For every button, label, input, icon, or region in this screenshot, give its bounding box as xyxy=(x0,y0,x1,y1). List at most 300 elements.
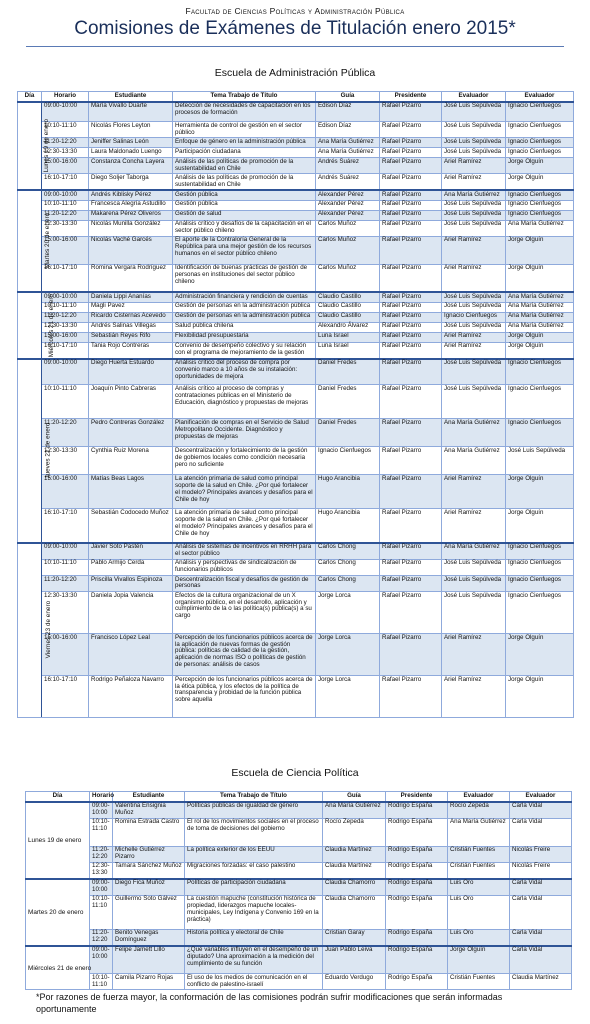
president-cell: Rodrigo España xyxy=(386,846,448,862)
table-row xyxy=(18,342,574,359)
evaluator-cell: Luis Oro xyxy=(448,879,510,896)
evaluator-cell: José Luis Sepúlveda xyxy=(442,138,506,148)
faculty-header: Facultad de Ciencias Políticas y Administración Pública xyxy=(185,6,405,16)
guide-cell: Carlos Chong xyxy=(316,559,380,575)
thesis-topic-cell: Herramienta de control de gestión en el sector público xyxy=(173,122,316,138)
guide-cell: Jorge Lorca xyxy=(316,634,380,676)
evaluator-cell: Cristián Fuentes xyxy=(448,862,510,879)
student-cell: Francisco López Leal xyxy=(89,634,173,676)
president-cell: Rafael Pizarro xyxy=(380,543,442,560)
evaluator-cell: José Luis Sepúlveda xyxy=(442,322,506,332)
time-cell: 16:10-17:10 xyxy=(42,342,89,359)
student-cell: Nicolás Flores Leyton xyxy=(89,122,173,138)
evaluator-cell: Jorge Olguín xyxy=(506,236,574,264)
student-cell: Daniela Lippi Ananías xyxy=(89,292,173,302)
time-cell: 10:10-11:10 xyxy=(42,200,89,210)
student-cell: Tania Rojo Contreras xyxy=(89,342,173,359)
thesis-topic-cell: Gestión pública xyxy=(173,190,316,200)
table-row xyxy=(26,929,572,946)
thesis-topic-cell: Identificación de buenas prácticas de gestión de personas en instituciones del sector público chileno xyxy=(173,264,316,292)
student-cell: Romina Vergara Rodríguez xyxy=(89,264,173,292)
thesis-topic-cell: Políticas de participación ciudadana xyxy=(185,879,323,896)
guide-cell: Cristian Garay xyxy=(323,929,386,946)
evaluator-cell: Ana María Gutiérrez xyxy=(442,543,506,560)
president-cell: Rafael Pizarro xyxy=(380,158,442,174)
evaluator-cell: Ignacio Cienfuegos xyxy=(506,359,574,385)
column-header: Tema Trabajo de Título xyxy=(173,92,316,102)
day-label: Miércoles 21 de enero xyxy=(48,293,56,357)
evaluator-cell: Ariel Ramírez xyxy=(442,174,506,191)
student-cell: María Vivallo Duarte xyxy=(89,102,173,122)
guide-cell: Hugo Arancibia xyxy=(316,509,380,543)
time-cell: 09:00-10:00 xyxy=(42,190,89,200)
president-cell: Rafael Pizarro xyxy=(380,122,442,138)
time-cell: 11:20-12:20 xyxy=(42,138,89,148)
student-cell: Andrés Salinas Villegas xyxy=(89,322,173,332)
time-cell: 10:10-11:10 xyxy=(90,818,113,846)
table-row xyxy=(18,102,574,122)
president-cell: Rafael Pizarro xyxy=(380,475,442,509)
evaluator-cell: Nicolás Freire xyxy=(510,862,572,879)
evaluator-cell: Ana María Gutiérrez xyxy=(442,447,506,475)
guide-cell: Claudio Castillo xyxy=(316,312,380,322)
evaluator-cell: Ana María Gutiérrez xyxy=(506,220,574,236)
evaluator-cell: Ignacio Cienfuegos xyxy=(506,575,574,591)
evaluator-cell: Jorge Olguín xyxy=(506,264,574,292)
student-cell: Francesca Alegría Astudillo xyxy=(89,200,173,210)
column-header: Evaluador xyxy=(442,92,506,102)
thesis-topic-cell: El uso de los medios de comunicación en el conflicto de palestino-israelí xyxy=(185,974,323,990)
student-cell: Constanza Concha Layera xyxy=(89,158,173,174)
time-cell: 10:10-11:10 xyxy=(90,974,113,990)
guide-cell: Daniel Fredes xyxy=(316,359,380,385)
thesis-topic-cell: La atención primaria de salud como principal soporte de la salud en Chile. ¿Por qué fortalecer el modelo? Principales avances y desafíos para el Chile de hoy xyxy=(173,475,316,509)
student-cell: Romina Estrada Castro xyxy=(113,818,185,846)
evaluator-cell: Ana María Gutiérrez xyxy=(442,190,506,200)
time-cell: 09:00-10:00 xyxy=(42,292,89,302)
day-cell xyxy=(18,102,51,191)
column-header: Presidente xyxy=(380,92,442,102)
time-cell: 12:30-13:30 xyxy=(42,322,89,332)
evaluator-cell: Ignacio Cienfuegos xyxy=(506,210,574,220)
evaluator-cell: Carla Vidal xyxy=(510,946,572,974)
table-header-row xyxy=(18,92,574,102)
time-cell: 12:30-13:30 xyxy=(42,592,89,634)
table-row xyxy=(18,174,574,191)
evaluator-cell: Carla Vidal xyxy=(510,895,572,929)
guide-cell: Eduardo Verdugo xyxy=(323,974,386,990)
table-row xyxy=(18,264,574,292)
guide-cell: Claudia Chamorro xyxy=(323,879,386,896)
table-row xyxy=(26,818,572,846)
student-cell: Felipe Jamett Lillo xyxy=(113,946,185,974)
thesis-topic-cell: Participación ciudadana xyxy=(173,148,316,158)
evaluator-cell: Cristián Fuentes xyxy=(448,974,510,990)
day-cell xyxy=(18,359,52,543)
time-cell: 09:00-10:00 xyxy=(90,802,113,819)
guide-cell: Ana María Gutiérrez xyxy=(316,148,380,158)
evaluator-cell: José Luis Sepúlveda xyxy=(442,210,506,220)
time-cell: 10:10-11:10 xyxy=(42,302,89,312)
student-cell: Pedro Contreras González xyxy=(89,419,173,447)
president-cell: Rodrigo España xyxy=(386,818,448,846)
table-header-row xyxy=(26,792,572,802)
table-row xyxy=(18,543,574,560)
evaluator-cell: José Luis Sepúlveda xyxy=(442,575,506,591)
time-cell: 12:30-13:30 xyxy=(90,862,113,879)
guide-cell: Luna Israel xyxy=(316,342,380,359)
time-cell: 12:30-13:30 xyxy=(42,220,89,236)
page-title: Comisiones de Exámenes de Titulación enero 2015* xyxy=(74,18,516,39)
footnote: *Por razones de fuerza mayor, la conformación de las comisiones podrán sufrir modificaciones que serán informadas oportunamente xyxy=(36,992,503,1014)
thesis-topic-cell: Detección de necesidades de capacitación en los procesos de formación xyxy=(173,102,316,122)
day-cell xyxy=(26,879,90,946)
guide-cell: Carlos Muñoz xyxy=(316,236,380,264)
evaluator-cell: Luis Oro xyxy=(448,929,510,946)
column-header: Estudiante xyxy=(113,792,185,802)
student-cell: Rodrigo Peñaloza Navarro xyxy=(89,676,173,718)
guide-cell: Claudio Castillo xyxy=(316,302,380,312)
thesis-topic-cell: Políticas públicas de igualdad de género xyxy=(185,802,323,819)
time-cell: 12:30-13:30 xyxy=(42,148,89,158)
day-cell xyxy=(18,190,52,292)
thesis-topic-cell: Enfoque de género en la administración pública xyxy=(173,138,316,148)
evaluator-cell: José Luis Sepúlveda xyxy=(442,200,506,210)
evaluator-cell: Ignacio Cienfuegos xyxy=(506,385,574,419)
president-cell: Rafael Pizarro xyxy=(380,575,442,591)
thesis-topic-cell: Análisis de sistemas de incentivos en RRHH para el sector público xyxy=(173,543,316,560)
time-cell: 15:00-16:00 xyxy=(42,236,89,264)
guide-cell: Carlos Chong xyxy=(316,543,380,560)
thesis-topic-cell: La atención primaria de salud como principal soporte de la salud en Chile. ¿Por qué fortalecer el modelo? Principales avances y desafíos para el Chile de hoy xyxy=(173,509,316,543)
time-cell: 15:00-16:00 xyxy=(42,475,89,509)
table-row xyxy=(18,190,574,200)
day-cell xyxy=(18,292,56,359)
evaluator-cell: Ana María Gutiérrez xyxy=(448,818,510,846)
day-cell xyxy=(26,802,90,879)
evaluator-cell: Jorge Olguín xyxy=(506,676,574,718)
president-cell: Rafael Pizarro xyxy=(380,102,442,122)
evaluator-cell: Ignacio Cienfuegos xyxy=(506,102,574,122)
president-cell: Rafael Pizarro xyxy=(380,190,442,200)
evaluator-cell: Ignacio Cienfuegos xyxy=(506,543,574,560)
evaluator-cell: Ana María Gutiérrez xyxy=(442,419,506,447)
table-row xyxy=(18,475,574,509)
thesis-topic-cell: Planificación de compras en el Servicio de Salud Metropolitano Occidente. Diagnóstico y propuestas de mejoras xyxy=(173,419,316,447)
president-cell: Rafael Pizarro xyxy=(380,148,442,158)
table-row xyxy=(18,359,574,385)
column-header: Evaluador xyxy=(448,792,510,802)
evaluator-cell: Ignacio Cienfuegos xyxy=(506,190,574,200)
thesis-topic-cell: Percepción de los funcionarios públicos acerca de la aplicación de nuevas formas de gestión pública: políticas de calidad de la gestión, aplicación de normas ISO o políticas de gestión de personas: análisis de casos xyxy=(173,634,316,676)
guide-cell: Rocío Zepeda xyxy=(323,818,386,846)
guide-cell: Alexander Pérez xyxy=(316,190,380,200)
column-header: Guía xyxy=(323,792,386,802)
president-cell: Rafael Pizarro xyxy=(380,174,442,191)
table-row xyxy=(18,200,574,210)
table-row xyxy=(18,220,574,236)
president-cell: Rafael Pizarro xyxy=(380,322,442,332)
evaluator-cell: Ariel Ramírez xyxy=(442,676,506,718)
president-cell: Rafael Pizarro xyxy=(380,302,442,312)
president-cell: Rafael Pizarro xyxy=(380,592,442,634)
student-cell: Jeniffer Salinas León xyxy=(89,138,173,148)
student-cell: Pablo Armijo Cerda xyxy=(89,559,173,575)
evaluator-cell: Ariel Ramírez xyxy=(442,475,506,509)
evaluator-cell: José Luis Sepúlveda xyxy=(442,122,506,138)
guide-cell: Ana María Gutiérrez xyxy=(323,802,386,819)
table-row xyxy=(26,862,572,879)
student-cell: Andrés Kiblisky Pérez xyxy=(89,190,173,200)
evaluator-cell: Ariel Ramírez xyxy=(442,236,506,264)
guide-cell: Andrés Suárez xyxy=(316,158,380,174)
evaluator-cell: Jorge Olguín xyxy=(506,475,574,509)
student-cell: Camila Pizarro Rojas xyxy=(113,974,185,990)
time-cell: 16:10-17:10 xyxy=(42,676,89,718)
time-cell: 09:00-10:00 xyxy=(90,946,113,974)
column-header: Día xyxy=(18,92,42,102)
president-cell: Rafael Pizarro xyxy=(380,200,442,210)
evaluator-cell: Ignacio Cienfuegos xyxy=(506,148,574,158)
student-cell: Michelle Gutiérrez Pizarro xyxy=(113,846,185,862)
president-cell: Rodrigo España xyxy=(386,862,448,879)
schedule-table-admin xyxy=(17,91,574,718)
evaluator-cell: Jorge Olguín xyxy=(506,634,574,676)
column-header: Evaluador xyxy=(506,92,574,102)
student-cell: Nicolás Vaché Garcés xyxy=(89,236,173,264)
student-cell: Valentina Ensignia Muñoz xyxy=(113,802,185,819)
student-cell: Laura Maldonado Luengo xyxy=(89,148,173,158)
thesis-topic-cell: Administración financiera y rendición de cuentas xyxy=(173,292,316,302)
table-row xyxy=(18,559,574,575)
evaluator-cell: Ignacio Cienfuegos xyxy=(506,138,574,148)
day-cell xyxy=(26,946,90,990)
student-cell: Benito Venegas Domínguez xyxy=(113,929,185,946)
student-cell: Diego Soljer Taborga xyxy=(89,174,173,191)
table-row xyxy=(18,676,574,718)
guide-cell: Claudia Martínez xyxy=(323,862,386,879)
student-cell: Joaquín Pinto Cabreras xyxy=(89,385,173,419)
time-cell: 10:10-11:10 xyxy=(42,385,89,419)
student-cell: Nicolás Munilla González xyxy=(89,220,173,236)
table-row xyxy=(18,312,574,322)
thesis-topic-cell: Gestión de personas en la administración pública xyxy=(173,312,316,322)
time-cell: 10:10-11:10 xyxy=(42,122,89,138)
thesis-topic-cell: Convenio de desempeño colectivo y su relación con el programa de mejoramiento de la gestión xyxy=(173,342,316,359)
president-cell: Rodrigo España xyxy=(386,946,448,974)
table-row xyxy=(18,447,574,475)
guide-cell: Edison Díaz xyxy=(316,102,380,122)
student-cell: Tamara Sánchez Muñoz xyxy=(113,862,185,879)
time-cell: 09:00-10:00 xyxy=(42,102,89,122)
table-row xyxy=(18,509,574,543)
evaluator-cell: Ariel Ramírez xyxy=(442,509,506,543)
guide-cell: Carlos Chong xyxy=(316,575,380,591)
table-row xyxy=(18,332,574,342)
thesis-topic-cell: Gestión de personas en la administración pública xyxy=(173,302,316,312)
president-cell: Rafael Pizarro xyxy=(380,559,442,575)
thesis-topic-cell: Análisis y perspectivas de sindicalización de funcionarios públicos xyxy=(173,559,316,575)
day-label: Miércoles 21 de enero xyxy=(28,964,92,972)
thesis-topic-cell: Historia política y electoral de Chile xyxy=(185,929,323,946)
day-label: Martes 20 de enero xyxy=(44,213,52,269)
thesis-topic-cell: El rol de los movimientos sociales en el proceso de toma de decisiones del gobierno xyxy=(185,818,323,846)
thesis-topic-cell: Análisis crítico al proceso de compras y contrataciones públicas en el Ministerio de Educación, diagnóstico y propuestas de mejoras xyxy=(173,385,316,419)
president-cell: Rafael Pizarro xyxy=(380,676,442,718)
thesis-topic-cell: La política exterior de los EEUU xyxy=(185,846,323,862)
table-row xyxy=(26,802,572,819)
time-cell: 11:20-12:20 xyxy=(42,210,89,220)
guide-cell: Carlos Muñoz xyxy=(316,264,380,292)
table-row xyxy=(18,138,574,148)
table-row xyxy=(18,302,574,312)
evaluator-cell: Ariel Ramírez xyxy=(442,634,506,676)
title-divider xyxy=(26,46,564,47)
evaluator-cell: Jorge Olguín xyxy=(506,509,574,543)
column-header: Horario xyxy=(42,92,89,102)
time-cell: 11:20-12:20 xyxy=(42,419,89,447)
evaluator-cell: Ariel Ramírez xyxy=(442,332,506,342)
time-cell: 16:10-17:10 xyxy=(42,264,89,292)
day-cell xyxy=(18,543,53,718)
thesis-topic-cell: Análisis de las políticas de promoción de la sustentabilidad en Chile xyxy=(173,174,316,191)
table-row xyxy=(18,210,574,220)
evaluator-cell: José Luis Sepúlveda xyxy=(506,447,574,475)
guide-cell: Claudio Castillo xyxy=(316,292,380,302)
column-header: Guía xyxy=(316,92,380,102)
evaluator-cell: Jorge Olguín xyxy=(506,342,574,359)
time-cell: 09:00-10:00 xyxy=(90,879,113,896)
column-header: Presidente xyxy=(386,792,448,802)
guide-cell: Ignacio Cienfuegos xyxy=(316,447,380,475)
evaluator-cell: Jorge Olguín xyxy=(506,332,574,342)
day-label: Jueves 22 de enero xyxy=(44,422,52,479)
table-row xyxy=(18,575,574,591)
evaluator-cell: Ana María Gutiérrez xyxy=(506,302,574,312)
evaluator-cell: José Luis Sepúlveda xyxy=(442,148,506,158)
time-cell: 12:30-13:30 xyxy=(42,447,89,475)
time-cell: 11:20-12:20 xyxy=(42,575,89,591)
president-cell: Rafael Pizarro xyxy=(380,138,442,148)
evaluator-cell: Ignacio Cienfuegos xyxy=(506,592,574,634)
guide-cell: Ana María Gutiérrez xyxy=(316,138,380,148)
guide-cell: Andrés Suárez xyxy=(316,174,380,191)
time-cell: 10:10-11:10 xyxy=(42,559,89,575)
evaluator-cell: Luis Oro xyxy=(448,895,510,929)
evaluator-cell: Ignacio Cienfuegos xyxy=(442,312,506,322)
president-cell: Rafael Pizarro xyxy=(380,264,442,292)
thesis-topic-cell: Gestión pública xyxy=(173,200,316,210)
guide-cell: Claudia Chamorro xyxy=(323,895,386,929)
schedule-table-ciencia-politica xyxy=(25,791,572,990)
evaluator-cell: Ignacio Cienfuegos xyxy=(506,200,574,210)
guide-cell: Edison Díaz xyxy=(316,122,380,138)
guide-cell: Luna Israel xyxy=(316,332,380,342)
president-cell: Rafael Pizarro xyxy=(380,210,442,220)
table-row xyxy=(18,292,574,302)
table-row xyxy=(18,419,574,447)
guide-cell: Claudia Martínez xyxy=(323,846,386,862)
time-cell: 10:10-11:10 xyxy=(90,895,113,929)
student-cell: Ricardo Cisternas Acevedo xyxy=(89,312,173,322)
student-cell: Cynthia Ruiz Morena xyxy=(89,447,173,475)
evaluator-cell: José Luis Sepúlveda xyxy=(442,359,506,385)
table-row xyxy=(26,846,572,862)
table-row xyxy=(18,634,574,676)
evaluator-cell: Ariel Ramírez xyxy=(442,342,506,359)
evaluator-cell: José Luis Sepúlveda xyxy=(442,102,506,122)
evaluator-cell: Jorge Olguín xyxy=(506,174,574,191)
thesis-topic-cell: ¿Qué variables influyen en el desempeño de un diputado? Una aproximación a la medición del cumplimiento de su función xyxy=(185,946,323,974)
evaluator-cell: Nicolás Freire xyxy=(510,846,572,862)
evaluator-cell: José Luis Sepúlveda xyxy=(442,302,506,312)
thesis-topic-cell: Salud pública chilena xyxy=(173,322,316,332)
president-cell: Rafael Pizarro xyxy=(380,332,442,342)
thesis-topic-cell: Análisis de las políticas de promoción de la sustentabilidad en Chile xyxy=(173,158,316,174)
president-cell: Rodrigo España xyxy=(386,974,448,990)
thesis-topic-cell: Flexibilidad presupuestaria xyxy=(173,332,316,342)
evaluator-cell: Cristián Fuentes xyxy=(448,846,510,862)
guide-cell: Carlos Muñoz xyxy=(316,220,380,236)
column-header: Evaluador xyxy=(510,792,572,802)
guide-cell: Juan Pablo Leiva xyxy=(323,946,386,974)
evaluator-cell: Ignacio Cienfuegos xyxy=(506,122,574,138)
thesis-topic-cell: Análisis crítico del proceso de compra por convenio marco a 10 años de su instalación: oportunidades de mejora xyxy=(173,359,316,385)
guide-cell: Hugo Arancibia xyxy=(316,475,380,509)
president-cell: Rafael Pizarro xyxy=(380,634,442,676)
table-row xyxy=(18,122,574,138)
president-cell: Rafael Pizarro xyxy=(380,236,442,264)
table-row xyxy=(26,946,572,974)
table-row xyxy=(18,592,574,634)
time-cell: 09:00-10:00 xyxy=(42,359,89,385)
time-cell: 16:10-17:10 xyxy=(42,509,89,543)
section-title-admin: Escuela de Administración Pública xyxy=(214,67,376,79)
president-cell: Rafael Pizarro xyxy=(380,359,442,385)
column-header: Día xyxy=(26,792,90,802)
evaluator-cell: Carla Vidal xyxy=(510,802,572,819)
evaluator-cell: Ana María Gutiérrez xyxy=(506,312,574,322)
guide-cell: Alexander Pérez xyxy=(316,200,380,210)
evaluator-cell: José Luis Sepúlveda xyxy=(442,385,506,419)
guide-cell: Daniel Fredes xyxy=(316,419,380,447)
table-row xyxy=(18,236,574,264)
evaluator-cell: Carla Vidal xyxy=(510,818,572,846)
evaluator-cell: José Luis Sepúlveda xyxy=(442,220,506,236)
table-row xyxy=(18,148,574,158)
evaluator-cell: Carla Vidal xyxy=(510,929,572,946)
evaluator-cell: Ana María Gutiérrez xyxy=(506,322,574,332)
guide-cell: Alexandro Álvarez xyxy=(316,322,380,332)
president-cell: Rodrigo España xyxy=(386,802,448,819)
thesis-topic-cell: El aporte de la Contraloría General de la República para una mejor gestión de los recursos humanos en el sector público chileno xyxy=(173,236,316,264)
table-row xyxy=(26,879,572,896)
president-cell: Rodrigo España xyxy=(386,929,448,946)
time-cell: 11:20-12:20 xyxy=(42,312,89,322)
president-cell: Rafael Pizarro xyxy=(380,342,442,359)
student-cell: Sebastián Codocedo Muñoz xyxy=(89,509,173,543)
evaluator-cell: Ana María Gutiérrez xyxy=(506,292,574,302)
day-label: Lunes 19 de enero xyxy=(43,118,51,173)
student-cell: Diego Huerta Estuardo xyxy=(89,359,173,385)
evaluator-cell: Carla Vidal xyxy=(510,879,572,896)
evaluator-cell: Jorge Olguín xyxy=(448,946,510,974)
evaluator-cell: Ignacio Cienfuegos xyxy=(506,419,574,447)
president-cell: Rafael Pizarro xyxy=(380,447,442,475)
time-cell: 16:10-17:10 xyxy=(42,174,89,191)
student-cell: Daniela Jopia Valencia xyxy=(89,592,173,634)
evaluator-cell: Rocío Zepeda xyxy=(448,802,510,819)
